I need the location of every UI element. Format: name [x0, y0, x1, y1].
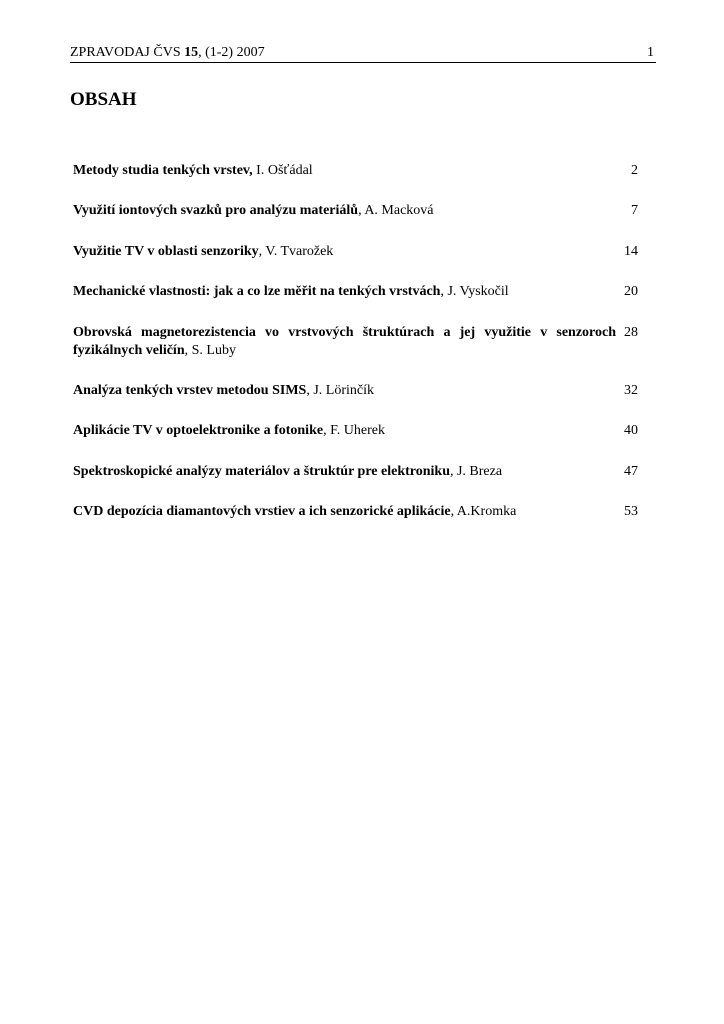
toc-entry[interactable]	[73, 382, 638, 400]
toc-entry-page: 14	[624, 243, 638, 259]
toc-entry-text	[73, 202, 616, 220]
header-page-number: 1	[647, 45, 654, 60]
toc-entry-text	[73, 503, 616, 521]
toc-entry-author: I. Ošťádal	[252, 163, 313, 178]
toc-entry-text	[73, 324, 616, 360]
toc-entry-text	[73, 162, 616, 180]
toc-entry-page: 20	[624, 284, 638, 300]
toc-entry-title: Využitie TV v oblasti senzoriky	[73, 243, 259, 259]
toc-entry[interactable]	[73, 422, 638, 440]
journal-issue: , (1-2) 2007	[198, 45, 265, 60]
toc-entry-author: , A. Macková	[358, 203, 434, 219]
toc-entry[interactable]	[73, 503, 638, 521]
toc-entry-author: , S. Luby	[184, 342, 236, 358]
toc-entry-page: 47	[624, 463, 638, 479]
toc-entry-author: , F. Uherek	[323, 423, 385, 439]
toc-entry-title: Spektroskopické analýzy materiálov a štruktúr pre elektroniku	[73, 463, 450, 479]
toc-entry-author: , J. Breza	[449, 463, 503, 479]
toc-entry-page: 7	[631, 203, 638, 219]
table-of-contents	[73, 162, 638, 544]
toc-entry-author: , A.Kromka	[450, 504, 517, 520]
toc-entry[interactable]	[73, 283, 638, 301]
toc-entry-title: Analýza tenkých vrstev metodou SIMS	[73, 382, 307, 398]
journal-volume: 15	[184, 45, 199, 60]
toc-entry[interactable]	[73, 243, 638, 261]
toc-entry-page: 40	[624, 423, 638, 439]
toc-entry-page: 2	[631, 163, 638, 178]
toc-entry[interactable]	[73, 463, 638, 481]
toc-entry-author: , J. Lörinčík	[306, 382, 374, 398]
toc-entry-author: , J. Vyskočil	[440, 284, 509, 300]
toc-entry-page: 32	[624, 382, 638, 398]
toc-entry[interactable]	[73, 162, 638, 180]
toc-entry-text	[73, 283, 616, 301]
journal-citation	[70, 44, 265, 62]
toc-entry-title: CVD depozícia diamantových vrstiev a ich senzorické aplikácie	[73, 504, 451, 520]
journal-name: ZPRAVODAJ ČVS	[70, 45, 181, 60]
toc-entry-page: 53	[624, 504, 638, 520]
toc-entry-page: 28	[624, 324, 638, 340]
toc-entry-text	[73, 422, 616, 440]
toc-entry-text	[73, 243, 616, 261]
toc-entry[interactable]	[73, 324, 638, 360]
toc-entry-text	[73, 463, 616, 481]
toc-entry-title: Mechanické vlastnosti: jak a co lze měřit na tenkých vrstvách	[73, 284, 441, 300]
toc-entry-title: Metody studia tenkých vrstev,	[73, 163, 253, 178]
toc-entry[interactable]	[73, 202, 638, 220]
toc-entry-title: Obrovská magnetorezistencia vo vrstvových štruktúrach a jej využitie v senzoroch fyzikálnych veličín	[73, 324, 616, 358]
toc-entry-title: Využití iontových svazků pro analýzu materiálů	[73, 203, 359, 219]
toc-entry-author: , V. Tvarožek	[258, 243, 334, 259]
running-header	[70, 44, 656, 63]
toc-entry-title: Aplikácie TV v optoelektronike a fotonike	[73, 423, 324, 439]
toc-entry-text	[73, 382, 616, 400]
page-title: OBSAH	[70, 89, 137, 110]
